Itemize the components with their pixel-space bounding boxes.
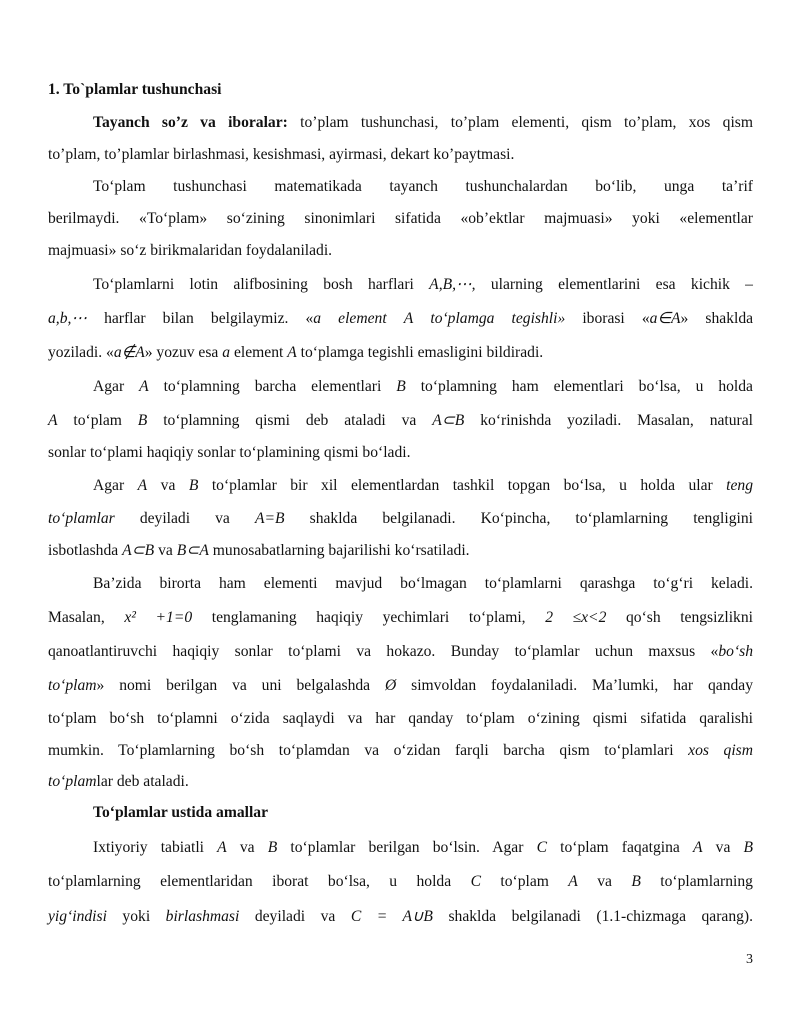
paragraph-7-line-2 [48, 872, 753, 892]
math: B [396, 378, 406, 395]
text: va [158, 542, 173, 559]
math: A [692, 839, 703, 856]
text: birlashmasi [165, 908, 240, 925]
text: to’plam tushunchasi, to’plam elementi, qism to’plam, xos qism [287, 114, 753, 131]
text: tenglamaning haqiqiy yechimlari to‘plami, [211, 609, 526, 626]
paragraph-6-line-2 [48, 608, 753, 628]
text: yoki [122, 908, 151, 925]
paragraph-6-line-6 [48, 741, 753, 761]
text: deyiladi va [139, 510, 230, 527]
text: to‘plam [48, 677, 97, 694]
paragraph-4-line-3: sonlar to‘plami haqiqiy sonlar to‘plamining qismi bo‘ladi. [48, 444, 411, 461]
math: B [631, 873, 641, 890]
text: iborasi « [582, 310, 650, 327]
text: Agar [93, 477, 125, 494]
text: to‘plamlar berilgan bo‘lsin. Agar [290, 839, 524, 856]
math: B [743, 839, 754, 856]
text: » yozuv esa [144, 344, 219, 361]
math: B [267, 839, 278, 856]
text: to‘plamning qismi deb ataladi va [163, 412, 417, 429]
math: C = A∪B [350, 908, 433, 925]
math: A [139, 378, 149, 395]
math: B [188, 477, 199, 494]
paragraph-3-line-1 [48, 275, 753, 295]
keywords-label: Tayanch so’z va iboralar: [93, 114, 288, 131]
math: A⊂B [432, 412, 465, 429]
text: Agar [93, 378, 125, 395]
paragraph-1-line-2: to’plam, to’plamlar birlashmasi, kesishmasi, ayirmasi, dekart ko’paytmasi. [48, 146, 515, 163]
text: to‘plamlarning elementlaridan iborat bo‘lsa, u holda [48, 873, 452, 890]
math: A [48, 412, 58, 429]
paragraph-5-line-2 [48, 509, 753, 529]
paragraph-4-line-2 [48, 411, 753, 431]
text: yoziladi. « [48, 344, 114, 361]
paragraph-2-line-1: To‘plam tushunchasi matematikada tayanch tushunchalardan bo‘lib, unga ta’rif [93, 178, 753, 195]
text: bo‘sh [718, 643, 753, 660]
text: va [715, 839, 731, 856]
math: a,b,⋯ [48, 310, 87, 327]
text: to‘plamlar [48, 510, 115, 527]
text: qanoatlantiruvchi haqiqiy sonlar to‘plami va hokazo. Bunday to‘plamlar uchun maxsus « [48, 643, 719, 660]
math: A [568, 873, 578, 890]
page-number: 3 [746, 952, 753, 967]
text: to‘plamning ham elementlari bo‘lsa, u holda [420, 378, 753, 395]
text: munosabatlarning bajarilishi ko‘rsatiladi. [212, 542, 470, 559]
text: to‘plam faqatgina [560, 839, 680, 856]
section-heading: 1. To`plamlar tushunchasi [48, 81, 222, 98]
math: A [137, 477, 148, 494]
text: harflar bilan belgilaymiz. « [104, 310, 314, 327]
text: lar deb ataladi. [96, 773, 189, 790]
text: Ixtiyoriy tabiatli [93, 839, 205, 856]
text: xos qism [688, 742, 753, 759]
text: va [239, 839, 255, 856]
text: teng [726, 477, 754, 494]
text: simvoldan foydalaniladi. Ma’lumki, har qanday [411, 677, 754, 694]
empty-set-symbol: Ø [385, 677, 397, 694]
text: Masalan, [48, 609, 105, 626]
text: to‘plamga tegishli emasligini bildiradi. [300, 344, 544, 361]
text: mumkin. To‘plamlarning bo‘sh to‘plamdan va o‘zidan farqli barcha qism to‘plamlari [48, 742, 674, 759]
paragraph-1-line-1 [48, 113, 753, 133]
text: to‘plamlar bir xil elementlardan tashkil topgan bo‘lsa, u holda ular [211, 477, 713, 494]
paragraph-6-line-5: to‘plam bo‘sh to‘plamni o‘zida saqlaydi va har qanday to‘plam o‘zining qismi sifatida qaralishi [48, 710, 753, 727]
text: » nomi berilgan va uni belgalashda [96, 677, 371, 694]
text: » shaklda [680, 310, 754, 327]
text: to‘plam [500, 873, 549, 890]
text: shaklda belgilanadi (1.1-chizmaga qarang). [448, 908, 754, 925]
text: deyiladi va [254, 908, 336, 925]
paragraph-5-line-1 [48, 476, 753, 496]
math: C [470, 873, 481, 890]
math: A⊂B [122, 542, 155, 559]
math: a∈A [649, 310, 681, 327]
text: to‘plam [73, 412, 122, 429]
text: to‘plam [48, 773, 97, 790]
text: element [338, 310, 387, 327]
paragraph-3-line-2 [48, 309, 753, 329]
math: B [137, 412, 148, 429]
paragraph-6-line-4 [48, 676, 753, 696]
text: to‘plamga tegishli» [430, 310, 566, 327]
paragraph-7-line-3 [48, 907, 753, 927]
math: A=B [254, 510, 285, 527]
math: a∉A [113, 344, 145, 361]
math: a [313, 310, 322, 327]
text: va [160, 477, 176, 494]
text: to‘plamlarning [660, 873, 753, 890]
text: va [597, 873, 612, 890]
math: B⊂A [176, 542, 209, 559]
text: ko‘rinishda yoziladi. Masalan, natural [480, 412, 753, 429]
text: qo‘sh tengsizlikni [625, 609, 753, 626]
text: to‘plamning barcha elementlari [163, 378, 382, 395]
paragraph-7-line-1 [48, 838, 753, 858]
text: isbotlashda [48, 542, 119, 559]
math: 2 ≤x<2 [545, 609, 607, 626]
paragraph-2-line-3: majmuasi» so‘z birikmalaridan foydalaniladi. [48, 242, 333, 259]
paragraph-2-line-2: berilmaydi. «To‘plam» so‘zining sinonimlari sifatida «ob’ektlar majmuasi» yoki «elementlar [48, 210, 753, 227]
paragraph-6-line-7 [48, 772, 753, 792]
text: shaklda belgilanadi. Ko‘pincha, to‘plamlarning tengligini [309, 510, 753, 527]
paragraph-4-line-1 [48, 377, 753, 397]
math: a [222, 344, 231, 361]
text: ularning elementlarini esa kichik – [490, 276, 753, 293]
math: C [536, 839, 547, 856]
math: A [217, 839, 227, 856]
paragraph-3-line-3 [48, 343, 753, 363]
text: yig‘indisi [48, 908, 107, 925]
text: element [233, 344, 284, 361]
subheading: To‘plamlar ustida amallar [93, 804, 269, 821]
paragraph-6-line-3 [48, 642, 753, 662]
paragraph-6-line-1: Ba’zida birorta ham elementi mavjud bo‘lmagan to‘plamlarni qarashga to‘g‘ri keladi. [93, 575, 753, 592]
math: x² +1=0 [124, 609, 193, 626]
text: To‘plamlarni lotin alifbosining bosh harflari [93, 276, 414, 293]
math: A [403, 310, 414, 327]
paragraph-5-line-3 [48, 541, 753, 561]
math: A [287, 344, 297, 361]
math: A,B,⋯, [429, 276, 476, 293]
